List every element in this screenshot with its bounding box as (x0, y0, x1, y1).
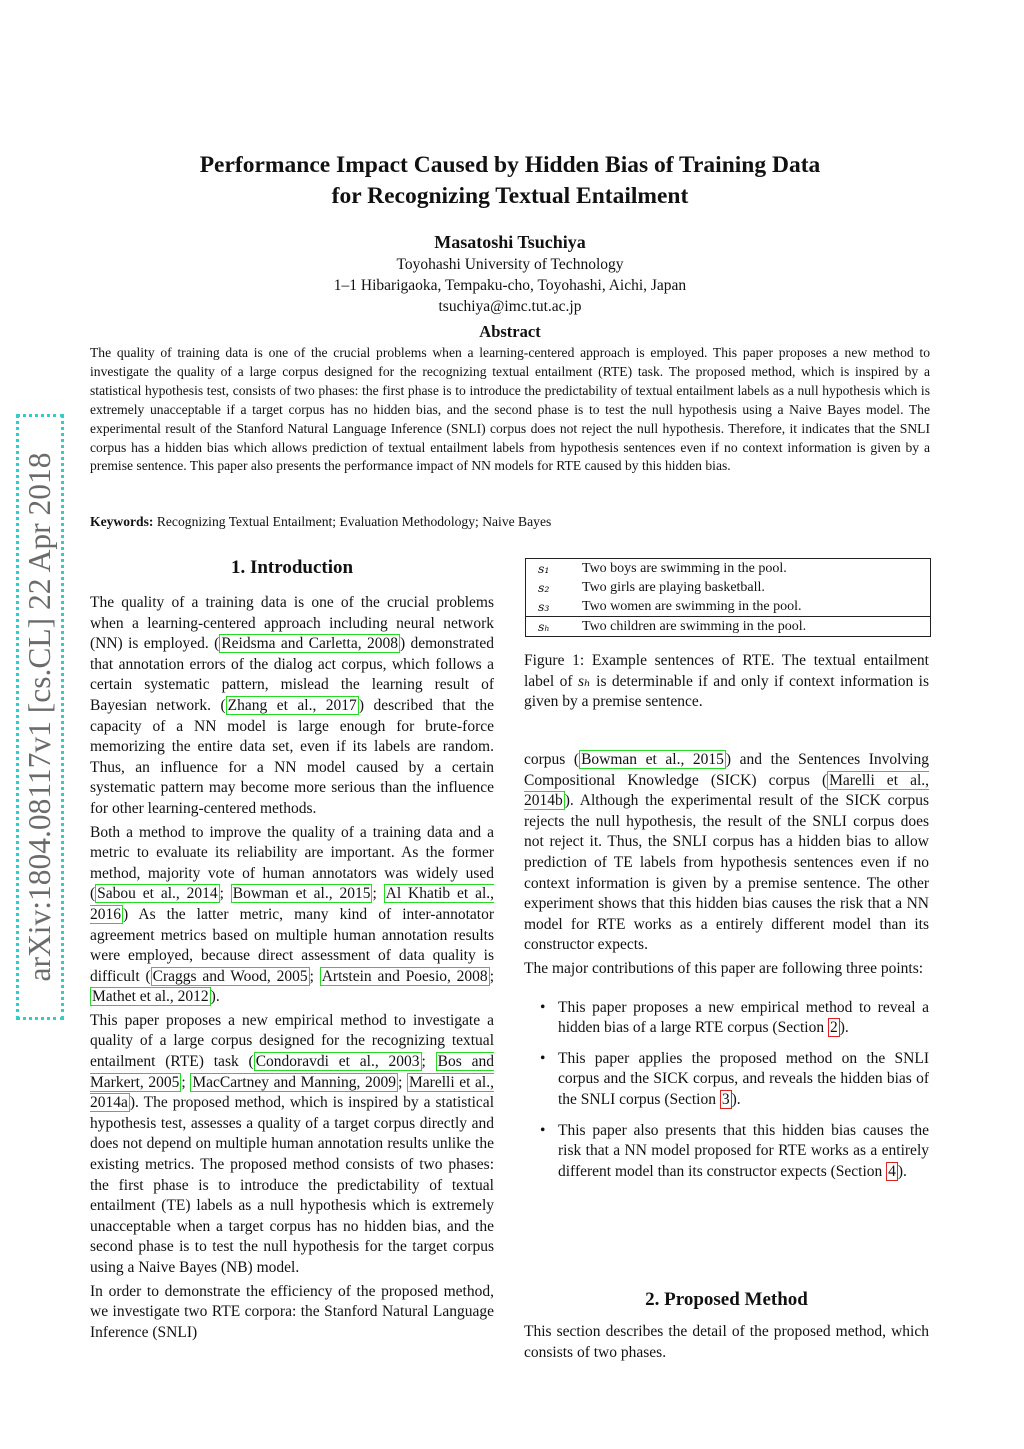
table-row: s₃ Two women are swimming in the pool. (538, 599, 802, 614)
intro-body (90, 593, 494, 1343)
title-line-1: Performance Impact Caused by Hidden Bias of Training Data (199, 152, 821, 178)
citation-link[interactable]: Craggs and Wood, 2005 (152, 967, 308, 985)
table-row: sₕ Two children are swimming in the pool. (526, 617, 930, 637)
intro-paragraph-2: Both a method to improve the quality of a training data and a metric to evaluate its reliability are important. As the former method, majority vote of human annotators was widely used ( Sabou et al., 2014 ; Bowman et al., 2015 ; Al Khatib et al., 2016 ) As the latter metric, many kind of inter-annotator agreement metrics based on multiple human annotation results were employed, because direct assessment of data quality is difficult ( Craggs and Wood, 2005 ; Artstein and Poesio, 2008 ; Mathet et al., 2012 ). (90, 823, 495, 1006)
figure-1-table (525, 558, 931, 637)
citation-link[interactable]: Bowman et al., 2015 (232, 885, 371, 903)
intro-paragraph-1: The quality of a training data is one of the crucial problems when a learning-centered approach including neural network (NN) is employed. ( Reidsma and Carletta, 2008 ) demonstrated that annotation errors of the dialog act corpus, which follows a certain systematic pattern, mislead the learning result of Bayesian network. ( Zhang et al., 2017 ) described that the capacity of a NN model is large enough for brute-force memorizing the entire data set, even if its labels are random. Thus, an influence for a NN model caused by a certain systematic pattern may become more serious than the influence for other learning-centered methods. (90, 594, 494, 817)
intro-heading: 1. Introduction (230, 557, 354, 578)
section-2-text: This section describes the detail of the proposed method, which consists of two phases. (524, 1323, 929, 1361)
intro-paragraph-4: In order to demonstrate the efficiency of the proposed method, we investigate two RTE corpora: the Stanford Natural Language Inference (SNLI) (90, 1282, 494, 1341)
citation-link[interactable]: Sabou et al., 2014 (97, 885, 218, 903)
citation-link[interactable]: MacCartney and Manning, 2009 (192, 1073, 397, 1091)
arxiv-sidebar (16, 414, 64, 1020)
citation-link[interactable]: Condoravdi et al., 2003 (255, 1053, 420, 1071)
table-row: s₂ Two girls are playing basketball. (538, 580, 765, 595)
citation-link[interactable]: Reidsma and Carletta, 2008 (221, 635, 398, 653)
right-paragraph-2: The major contributions of this paper are following three points: (524, 959, 924, 977)
section-ref-link[interactable]: 2 (829, 1019, 838, 1037)
paper-title (90, 150, 930, 212)
keywords-label: Keywords: (90, 514, 154, 529)
citation-link[interactable]: Zhang et al., 2017 (227, 696, 357, 714)
list-item: • This paper applies the proposed method on the SNLI corpus and the SICK corpus, and reveals the hidden bias of the SNLI corpus (Section 3 ). (540, 1049, 929, 1108)
right-column-body (524, 750, 929, 1192)
citation-link[interactable]: Artstein and Poesio, 2008 (321, 967, 488, 985)
abstract-text: The quality of training data is one of the crucial problems when a learning-centered approach is employed. This paper proposes a new method to investigate the quality of a large corpus designed for the recognizing textual entailment (RTE) task. The proposed method, which is inspired by a statistical hypothesis test, consists of two phases: the first phase is to introduce the predictability of textual entailment labels as a null hypothesis which is extremely unacceptable if a target corpus has no hidden bias, and the second phase is to test the null hypothesis using a Naive Bayes model. The experimental result of the Stanford Natural Language Inference (SNLI) corpus does not reject the null hypothesis. Therefore, it indicates that the SNLI corpus has a hidden bias which allows prediction of textual entailment labels from hypothesis sentences even if no context information is given by a premise sentence. This paper also presents the performance impact of NN models for RTE caused by this hidden bias. (90, 345, 930, 474)
citation-link[interactable]: Marelli et al., 2014b (524, 771, 929, 810)
author-email[interactable]: tsuchiya@imc.tut.ac.jp (438, 298, 582, 315)
right-paragraph-1: corpus ( Bowman et al., 2015 ) and the Sentences Involving Compositional Knowledge (SICK) corpus ( Marelli et al., 2014b ). Although the experimental result of the SICK corpus rejects the null hypothesis, the result of the SNLI corpus does not reject it. Thus, the SNLI corpus has a hidden bias to allow prediction of TE labels from hypothesis sentences even if no context information is given by a premise sentence. The other experiment shows that this hidden bias causes the risk that a NN model for RTE works as a entirely different model than its constructor expects. (524, 751, 929, 954)
section-ref-link[interactable]: 3 (721, 1090, 730, 1108)
title-line-2: for Recognizing Textual Entailment (331, 183, 689, 209)
arxiv-identifier: arXiv:1804.08117v1 [cs.CL] 22 Apr 2018 (22, 452, 57, 982)
table-row: s₁ Two boys are swimming in the pool. (538, 561, 787, 576)
keywords-text: Recognizing Textual Entailment; Evaluation Methodology; Naive Bayes (153, 514, 552, 529)
section-ref-link[interactable]: 4 (888, 1162, 896, 1180)
abstract-heading: Abstract (479, 322, 541, 341)
list-item: • This paper proposes a new empirical method to reveal a hidden bias of a large RTE corpus (Section 2 ). (540, 998, 929, 1037)
citation-link[interactable]: Al Khatib et al., 2016 (90, 885, 495, 923)
intro-paragraph-3: This paper proposes a new empirical method to investigate a quality of a large corpus designed for the recognizing textual entailment (RTE) task ( Condoravdi et al., 2003 ; Bos and Markert, 2005 ; MacCartney and Manning, 2009 ; Marelli et al., 2014a ). The proposed method, which is inspired by a statistical hypothesis test, assesses a quality of a target corpus directly and does not depend on multiple human annotation results unlike the existing metrics. The proposed method consists of two phases: the first phase is to introduce the predictability of textual entailment (TE) labels as a null hypothesis which is extremely unacceptable when a target corpus has no hidden bias, and the second phase is to test the null hypothesis for the target corpus using a Naive Bayes (NB) model. (90, 1011, 495, 1276)
list-item: • This paper also presents that this hidden bias causes the risk that a NN model proposed for RTE works as a entirely different model than its constructor expects (Section 4 ). (540, 1121, 929, 1180)
contributions-list (524, 998, 929, 1183)
citation-link[interactable]: Bowman et al., 2015 (581, 751, 724, 768)
section-2-heading: 2. Proposed Method (645, 1289, 808, 1310)
keywords (90, 514, 930, 530)
citation-link[interactable]: Bos and Markert, 2005 (90, 1053, 495, 1091)
author-affiliation: Toyohashi University of Technology (396, 256, 624, 273)
citation-link[interactable]: Mathet et al., 2012 (92, 988, 209, 1006)
author-name: Masatoshi Tsuchiya (434, 232, 586, 252)
citation-link[interactable]: Marelli et al., 2014a (90, 1073, 494, 1112)
author-address: 1–1 Hibarigaoka, Tempaku-cho, Toyohashi, Aichi, Japan (333, 277, 687, 294)
figure-1-caption: Figure 1: Example sentences of RTE. The textual entailment label of sₕ is determinable if and only if context information is given by a premise sentence. (524, 652, 929, 711)
